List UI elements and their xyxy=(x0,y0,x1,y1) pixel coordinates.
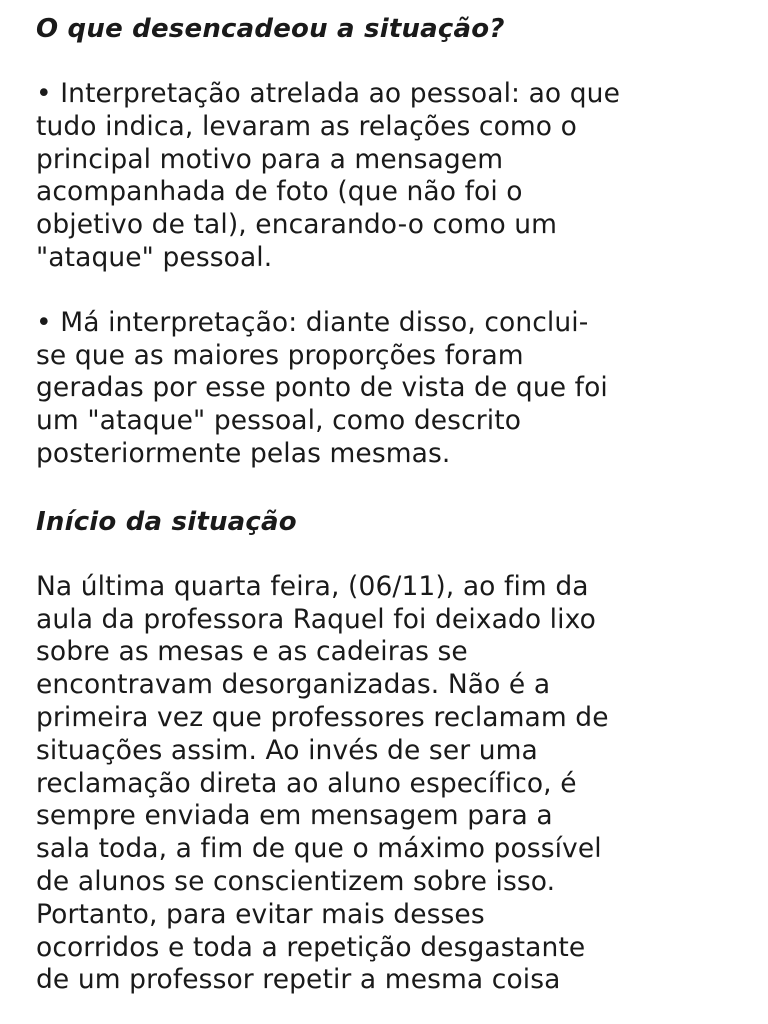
spacer xyxy=(36,275,736,307)
spacer xyxy=(36,46,736,78)
bullet-paragraph-misinterpretation: • Má interpretação: diante disso, conclui- se que as maiores proporções foram geradas por esse ponto de vista de que foi um "ataque" pessoal, como descrito posteriormente pelas mesmas. xyxy=(36,306,608,469)
section-triggers xyxy=(36,12,736,471)
section-heading-triggers: O que desencadeou a situação? xyxy=(36,14,505,44)
spacer xyxy=(36,471,736,505)
section-beginning xyxy=(36,505,736,997)
spacer xyxy=(36,539,736,571)
paragraph-beginning: Na última quarta feira, (06/11), ao fim da aula da professora Raquel foi deixado lixo sobre as mesas e as cadeiras se encontravam desorganizadas. Não é a primeira vez que professores reclamam de situações assim. Ao invés de ser uma reclamação direta ao aluno específico, é sempre enviada em mensagem para a sala toda, a fim de que o máximo possível de alunos se conscientizem sobre isso. Portanto, para evitar mais desses ocorridos e toda a repetição desgastante de um professor repetir a mesma coisa xyxy=(36,570,609,996)
bullet-paragraph-personal-interpretation: • Interpretação atrelada ao pessoal: ao que tudo indica, levaram as relações como o principal motivo para a mensagem acompanhada de foto (que não foi o objetivo de tal), encarando-o como um "ataque" pessoal. xyxy=(36,78,620,273)
section-heading-beginning: Início da situação xyxy=(36,506,297,537)
article-body xyxy=(36,12,736,997)
